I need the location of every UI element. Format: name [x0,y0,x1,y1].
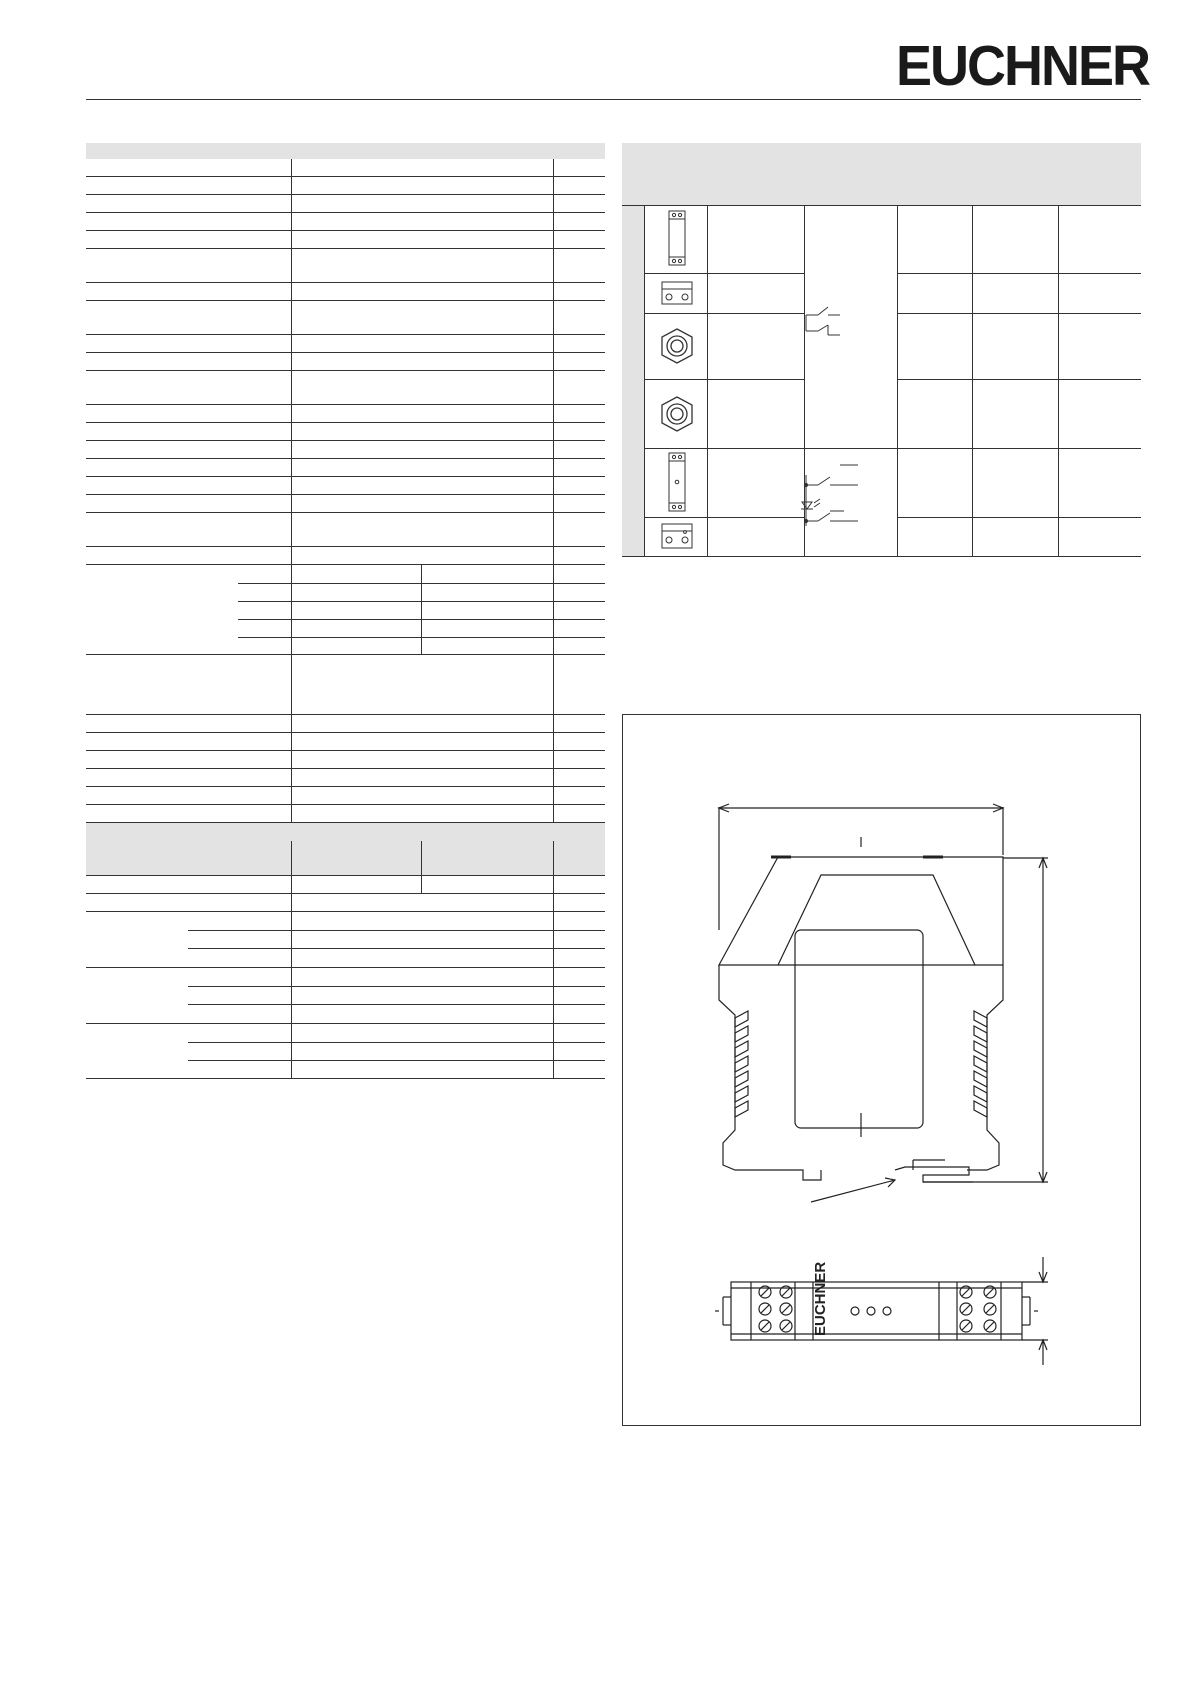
table-row [86,787,605,805]
table-row [86,231,605,249]
table-header-band [86,143,605,159]
table-row [86,159,605,177]
table-row [86,459,605,477]
table-row [86,371,605,405]
table-row [86,213,605,231]
hex-nut-icon [662,397,692,431]
contact-symbol-nc-no-icon [806,307,840,335]
table-row-group [86,986,605,1004]
table-row [86,733,605,751]
table-row [86,477,605,495]
table-row-group [86,619,605,637]
table-row-group [86,583,605,601]
table-row [86,283,605,301]
table-row [86,353,605,371]
table-subheader-row [86,841,605,876]
dimension-drawing [623,715,1142,1427]
hex-nut-icon [662,329,692,363]
table-row [86,177,605,195]
section-header-band [86,823,605,841]
table-row [86,335,605,353]
table-row [86,513,605,547]
switch-housing-led-icon [662,524,692,548]
table-row-group [86,1004,605,1024]
table-row [86,751,605,769]
table-row [86,547,605,565]
table-row-group [86,1024,605,1042]
table-row [86,876,605,894]
table-row [86,249,605,283]
switch-body-led-icon [669,453,685,511]
header-rule [86,99,1141,100]
table-row [86,655,605,715]
table-row-group [86,1042,605,1060]
table-row-group [86,930,605,948]
table-row [86,441,605,459]
technical-data-table [86,143,605,1079]
switch-body-icon [669,211,685,265]
table-row [86,894,605,912]
table-row-group [86,601,605,619]
switch-housing-icon [662,282,692,304]
table-row-group [86,637,605,655]
table-row-group [86,1060,605,1079]
table-row [86,715,605,733]
contacts-table-grid [622,143,1141,557]
table-row-group [86,912,605,930]
table-row [86,805,605,823]
table-row [86,423,605,441]
table-row [86,405,605,423]
dimension-drawing-box [622,714,1141,1426]
euchner-logo: EUCHNER [896,34,1150,98]
device-brand-label: EUCHNER [812,1261,829,1336]
table-row-group [86,565,605,583]
table-row [86,301,605,335]
table-row [86,195,605,213]
table-row-group [86,968,605,986]
switching-elements-table [622,143,1141,557]
contact-symbol-led-icon [801,465,858,526]
table-row [86,769,605,787]
table-row-group [86,948,605,968]
table-row [86,495,605,513]
